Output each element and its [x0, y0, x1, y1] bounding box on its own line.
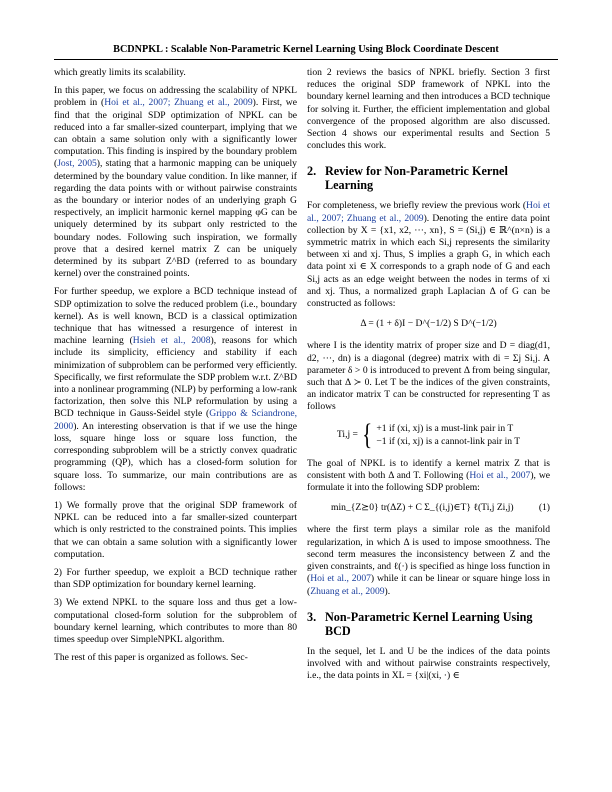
citation-link[interactable]: Hsieh et al., 2008 — [132, 335, 211, 347]
paragraph: For further speedup, we explore a BCD technique instead of SDP optimization to solve the reduced problem (i.e., boundary kernel). As is well known, BCD is a classical optimization technique that has witnessed a resurgence of interest in machine learning (Hsieh et al., 2008), reasons for which include its simplicity, efficiency and stability if each minimization of subproblem can be performed very efficiently. Specifically, we first reformulate the SDP problem w.r.t. Z^BD into a nonlinear programming (NLP) by performing a low-rank factorization, then solve this NLP reformulation by using a BCD technique in Gauss-Seidel style (Grippo & Sciandrone, 2000). An interesting observation is that if we use the hinge loss, square hinge loss or square loss function, the corresponding subproblem will be a strictly convex quadratic programming (QP), which has a closed-form solution for square loss. To summarize, our main contributions are as follows: — [54, 286, 298, 493]
citation-link[interactable]: Hoi et al., 2007; Zhuang et al., 2009 — [307, 200, 550, 224]
paragraph: tion 2 reviews the basics of NPKL briefly. Section 3 first reduces the original SDP framework of NPKL into the boundary kernel learning and then introduces a BCD technique for solving it. Further, the efficient implementation and global convergence of the proposed algorithm are also discussed. Section 4 shows our experimental results and Section 5 concludes this work. — [307, 67, 550, 152]
section-heading: 2. Review for Non-Parametric Kernel Learning — [307, 164, 508, 193]
left-column — [54, 67, 297, 670]
citation-link[interactable]: Jost, 2005 — [57, 158, 97, 170]
paragraph: The rest of this paper is organized as follows. Sec- — [54, 652, 248, 664]
contribution-item: 3) We extend NPKL to the square loss and thus get a low-computational closed-form solution for the subproblem of boundary kernel learning, which contributes to more than 80 times speedup over SimpleNPKL algorithm. — [54, 597, 297, 645]
paragraph: In this paper, we focus on addressing the scalability of NPKL problem in (Hoi et al., 2007; Zhuang et al., 2009). First, we find that the original SDP optimization of NPKL can be reduced into a far smaller-sized counterpart, implying that we can obtain a same solution only with a significantly lower computation. This finding is inspired by the boundary problem (Jost, 2005), stating that a harmonic mapping can be uniquely determined by the boundary value condition. In like manner, if regarding the data points with or without pairwise constraints as the boundary or interior nodes of an underlying graph G respectively, an implicit harmonic kernel mapping φG can be uniquely determined by its subpart only restricted to the boundary nodes. Following such inspiration, we formally prove that a desired kernel matrix Z can be uniquely determined by its subpart Z^BD (referred to as boundary kernel) over the constrained points. — [54, 85, 297, 280]
equation-number: (1) — [538, 502, 550, 514]
paragraph: In the sequel, let L and U be the indices of the data points involved with and without pairwise constraints respectively, i.e., the data points in XL = {xi|(xi, ·) ∈ — [307, 645, 550, 682]
paragraph: The goal of NPKL is to identify a kernel matrix Z that is consistent with both Δ and T. Following (Hoi et al., 2007), we formulate it into the following SDP problem: — [307, 457, 551, 494]
citation-link[interactable]: Grippo & Sciandrone, 2000 — [54, 408, 297, 432]
citation-link[interactable]: Hoi et al., 2007; Zhuang et al., 2009 — [104, 97, 253, 109]
equation-laplacian: Δ = (1 + δ)I − D^(−1/2) S D^(−1/2) — [360, 318, 497, 330]
citation-link[interactable]: Hoi et al., 2007 — [310, 573, 371, 585]
paragraph: where I is the identity matrix of proper size and D = diag(d1, d2, ···, dn) is a diagonal (degree) matrix with di = Σj Si,j. A parameter δ > 0 is introduced to prevent Δ from being singular, such that Δ ≻ 0. Let T be the indices of the given constraints, an indicator matrix T can be constructed for representing T as follows — [307, 340, 550, 413]
equation-cases: +1 if (xi, xj) is a must-link pair in T −1 if (xi, xj) is a cannot-link pair in T — [376, 422, 521, 447]
right-column — [307, 67, 550, 688]
contribution-item: 1) We formally prove that the original SDP framework of NPKL can be reduced into a far smaller-sized counterpart which is only restricted to the constrained points. This implies that we can obtain a same solution with a significantly lower computation. — [54, 499, 297, 560]
paragraph: where the first term plays a similar role as the manifold regularization, in which Δ is used to impose smoothness. The second term measures the inconsistency between Z and the given constraints, and ℓ(·) is specified as hinge loss function in (Hoi et al., 2007) while it can be linear or square hinge loss in (Zhuang et al., 2009). — [307, 524, 550, 597]
brace-icon: { — [362, 417, 373, 451]
citation-link[interactable]: Hoi et al., 2007 — [469, 469, 531, 481]
running-header: BCDNPKL : Scalable Non-Parametric Kernel Learning Using Block Coordinate Descent — [113, 44, 499, 55]
equation-1: min_{Z⪰0} tr(ΔZ) + C Σ_{(i,j)∈T} ℓ(Ti,j Zi,j) (1) — [331, 502, 550, 514]
paragraph: which greatly limits its scalability. — [54, 67, 186, 78]
contribution-item: 2) For further speedup, we exploit a BCD technique rather than SDP optimization for boundary kernel learning. — [54, 566, 297, 591]
header-rule — [54, 59, 558, 60]
paragraph: For completeness, we briefly review the previous work (Hoi et al., 2007; Zhuang et al., 2009). Denoting the entire data point collection by X = {x1, x2, ···, xn}, S = (Si,j) ∈ ℝ^(n×n) is a symmetric matrix in which each Si,j represents the similarity between xi and xj. Thus, S implies a graph G, in which each data point xi ∈ X corresponds to a graph node of G and each Si,j acts as an edge weight between the nodes in terms of xi and xj. Thus, a normalized graph Laplacian Δ of G can be constructed as follows: — [307, 200, 550, 310]
section-heading: 3. Non-Parametric Kernel Learning Using BCD — [307, 609, 533, 638]
equation-indicator: Ti,j = { +1 if (xi, xj) is a must-link pair in T −1 if (xi, xj) is a cannot-link pair in T — [336, 417, 521, 451]
citation-link[interactable]: Zhuang et al., 2009 — [310, 585, 385, 597]
